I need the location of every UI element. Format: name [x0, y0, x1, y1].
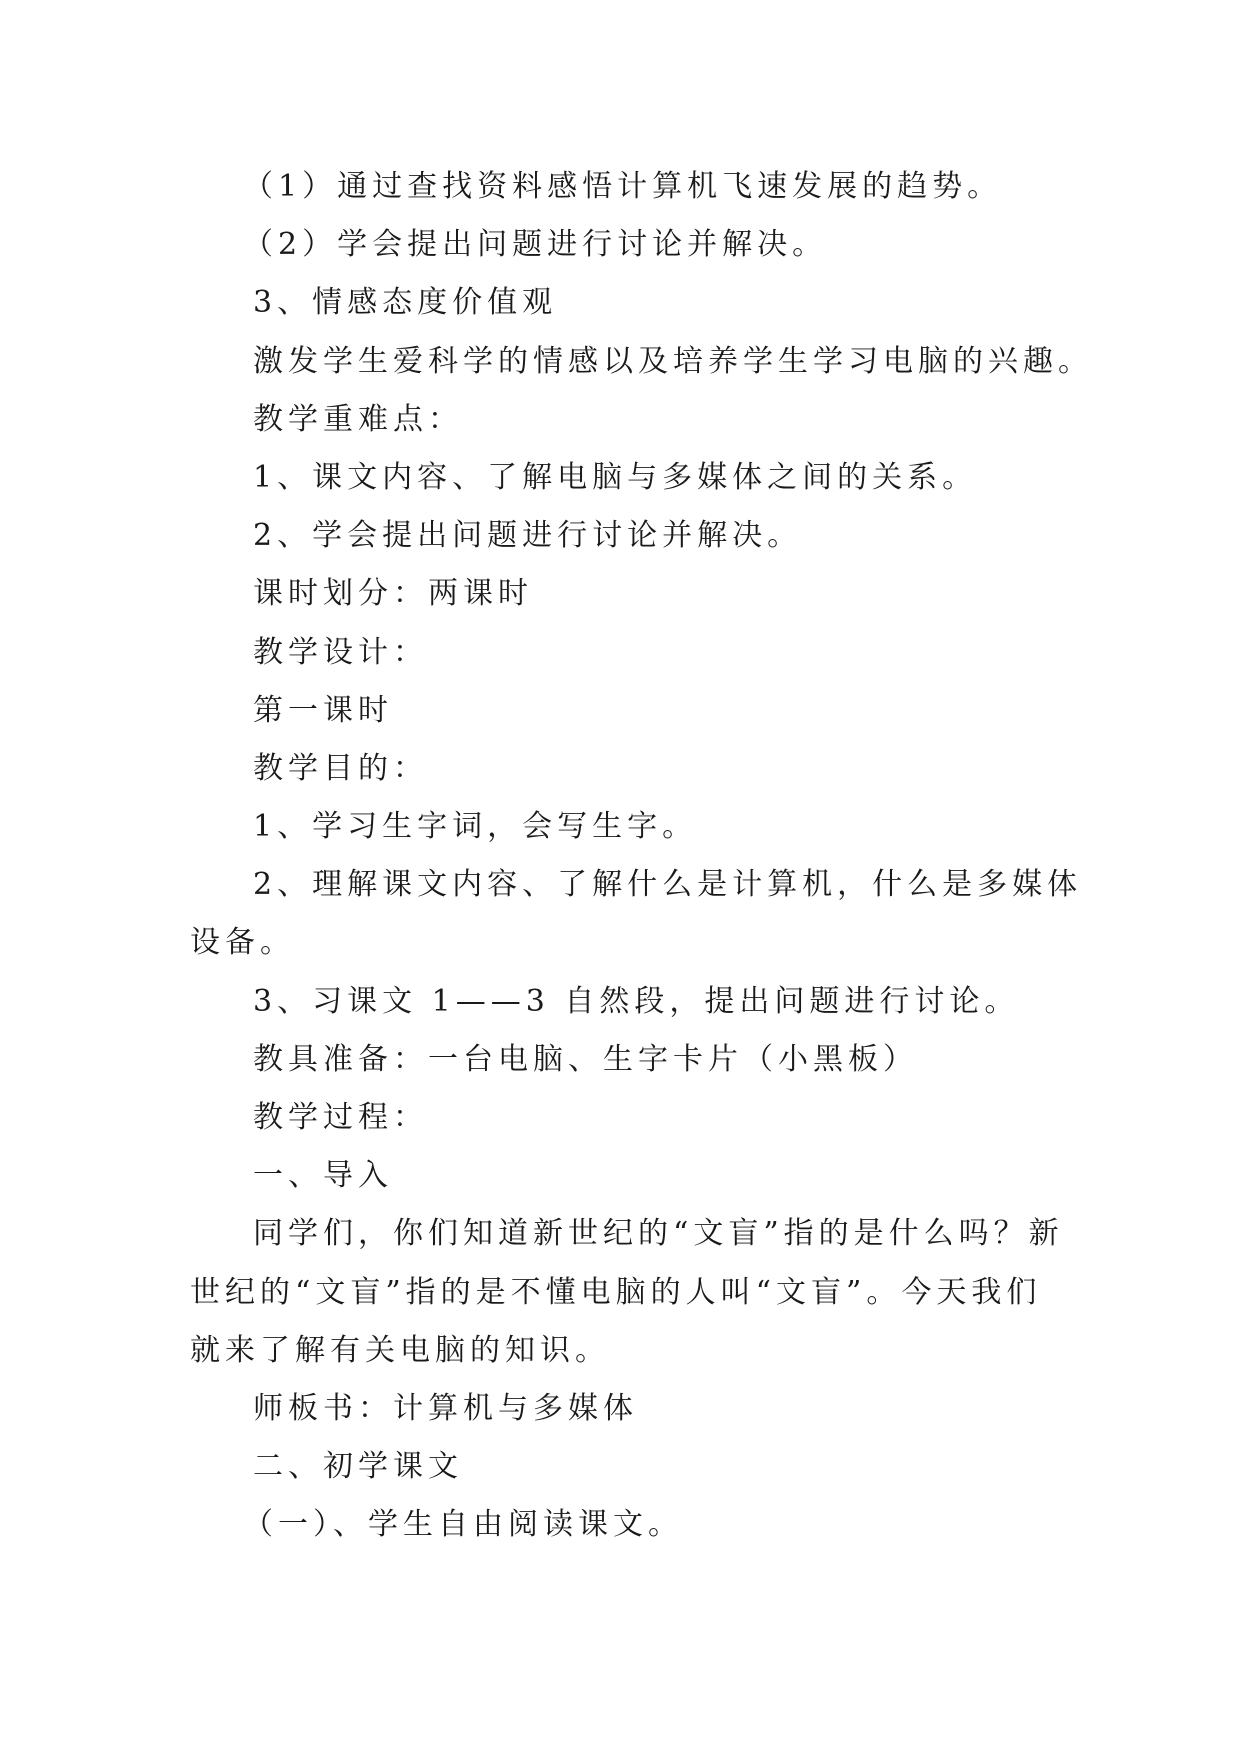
paragraph-line: 世纪的“文盲”指的是不懂电脑的人叫“文盲”。今天我们 — [190, 1274, 1042, 1310]
paragraph-line: 2、理解课文内容、了解什么是计算机，什么是多媒体 — [253, 867, 1083, 903]
paragraph-line: 2、学会提出问题进行讨论并解决。 — [253, 518, 803, 554]
section-heading: 一、导入 — [253, 1158, 393, 1194]
section-heading: 教学目的： — [253, 750, 428, 786]
paragraph-line: 3、习课文 1——3 自然段，提出问题进行讨论。 — [253, 983, 1020, 1019]
paragraph-line: 课时划分：两课时 — [253, 576, 533, 612]
paragraph-line: 就来了解有关电脑的知识。 — [190, 1332, 610, 1368]
paragraph-line: （1）通过查找资料感悟计算机飞速发展的趋势。 — [243, 169, 1003, 204]
section-heading: 教学设计： — [253, 634, 428, 670]
section-heading: 教学重难点： — [253, 401, 463, 437]
paragraph-line: （一）、学生自由阅读课文。 — [243, 1507, 683, 1543]
section-heading: 教学过程： — [253, 1100, 428, 1135]
paragraph-line: 同学们，你们知道新世纪的“文盲”指的是什么吗？新 — [253, 1216, 1064, 1252]
document-body — [190, 158, 1093, 1555]
paragraph-line: 激发学生爱科学的情感以及培养学生学习电脑的兴趣。 — [253, 343, 1093, 379]
section-heading: 二、初学课文 — [253, 1449, 463, 1485]
paragraph-line: 师板书：计算机与多媒体 — [253, 1390, 638, 1426]
paragraph-line: （2）学会提出问题进行讨论并解决。 — [243, 227, 828, 263]
section-heading: 第一课时 — [253, 692, 393, 728]
paragraph-line: 教具准备：一台电脑、生字卡片（小黑板） — [253, 1041, 918, 1077]
paragraph-line: 设备。 — [190, 925, 295, 961]
section-heading: 3、情感态度价值观 — [253, 285, 558, 321]
paragraph-line: 1、学习生字词，会写生字。 — [253, 809, 698, 845]
paragraph-line: 1、课文内容、了解电脑与多媒体之间的关系。 — [253, 459, 978, 495]
